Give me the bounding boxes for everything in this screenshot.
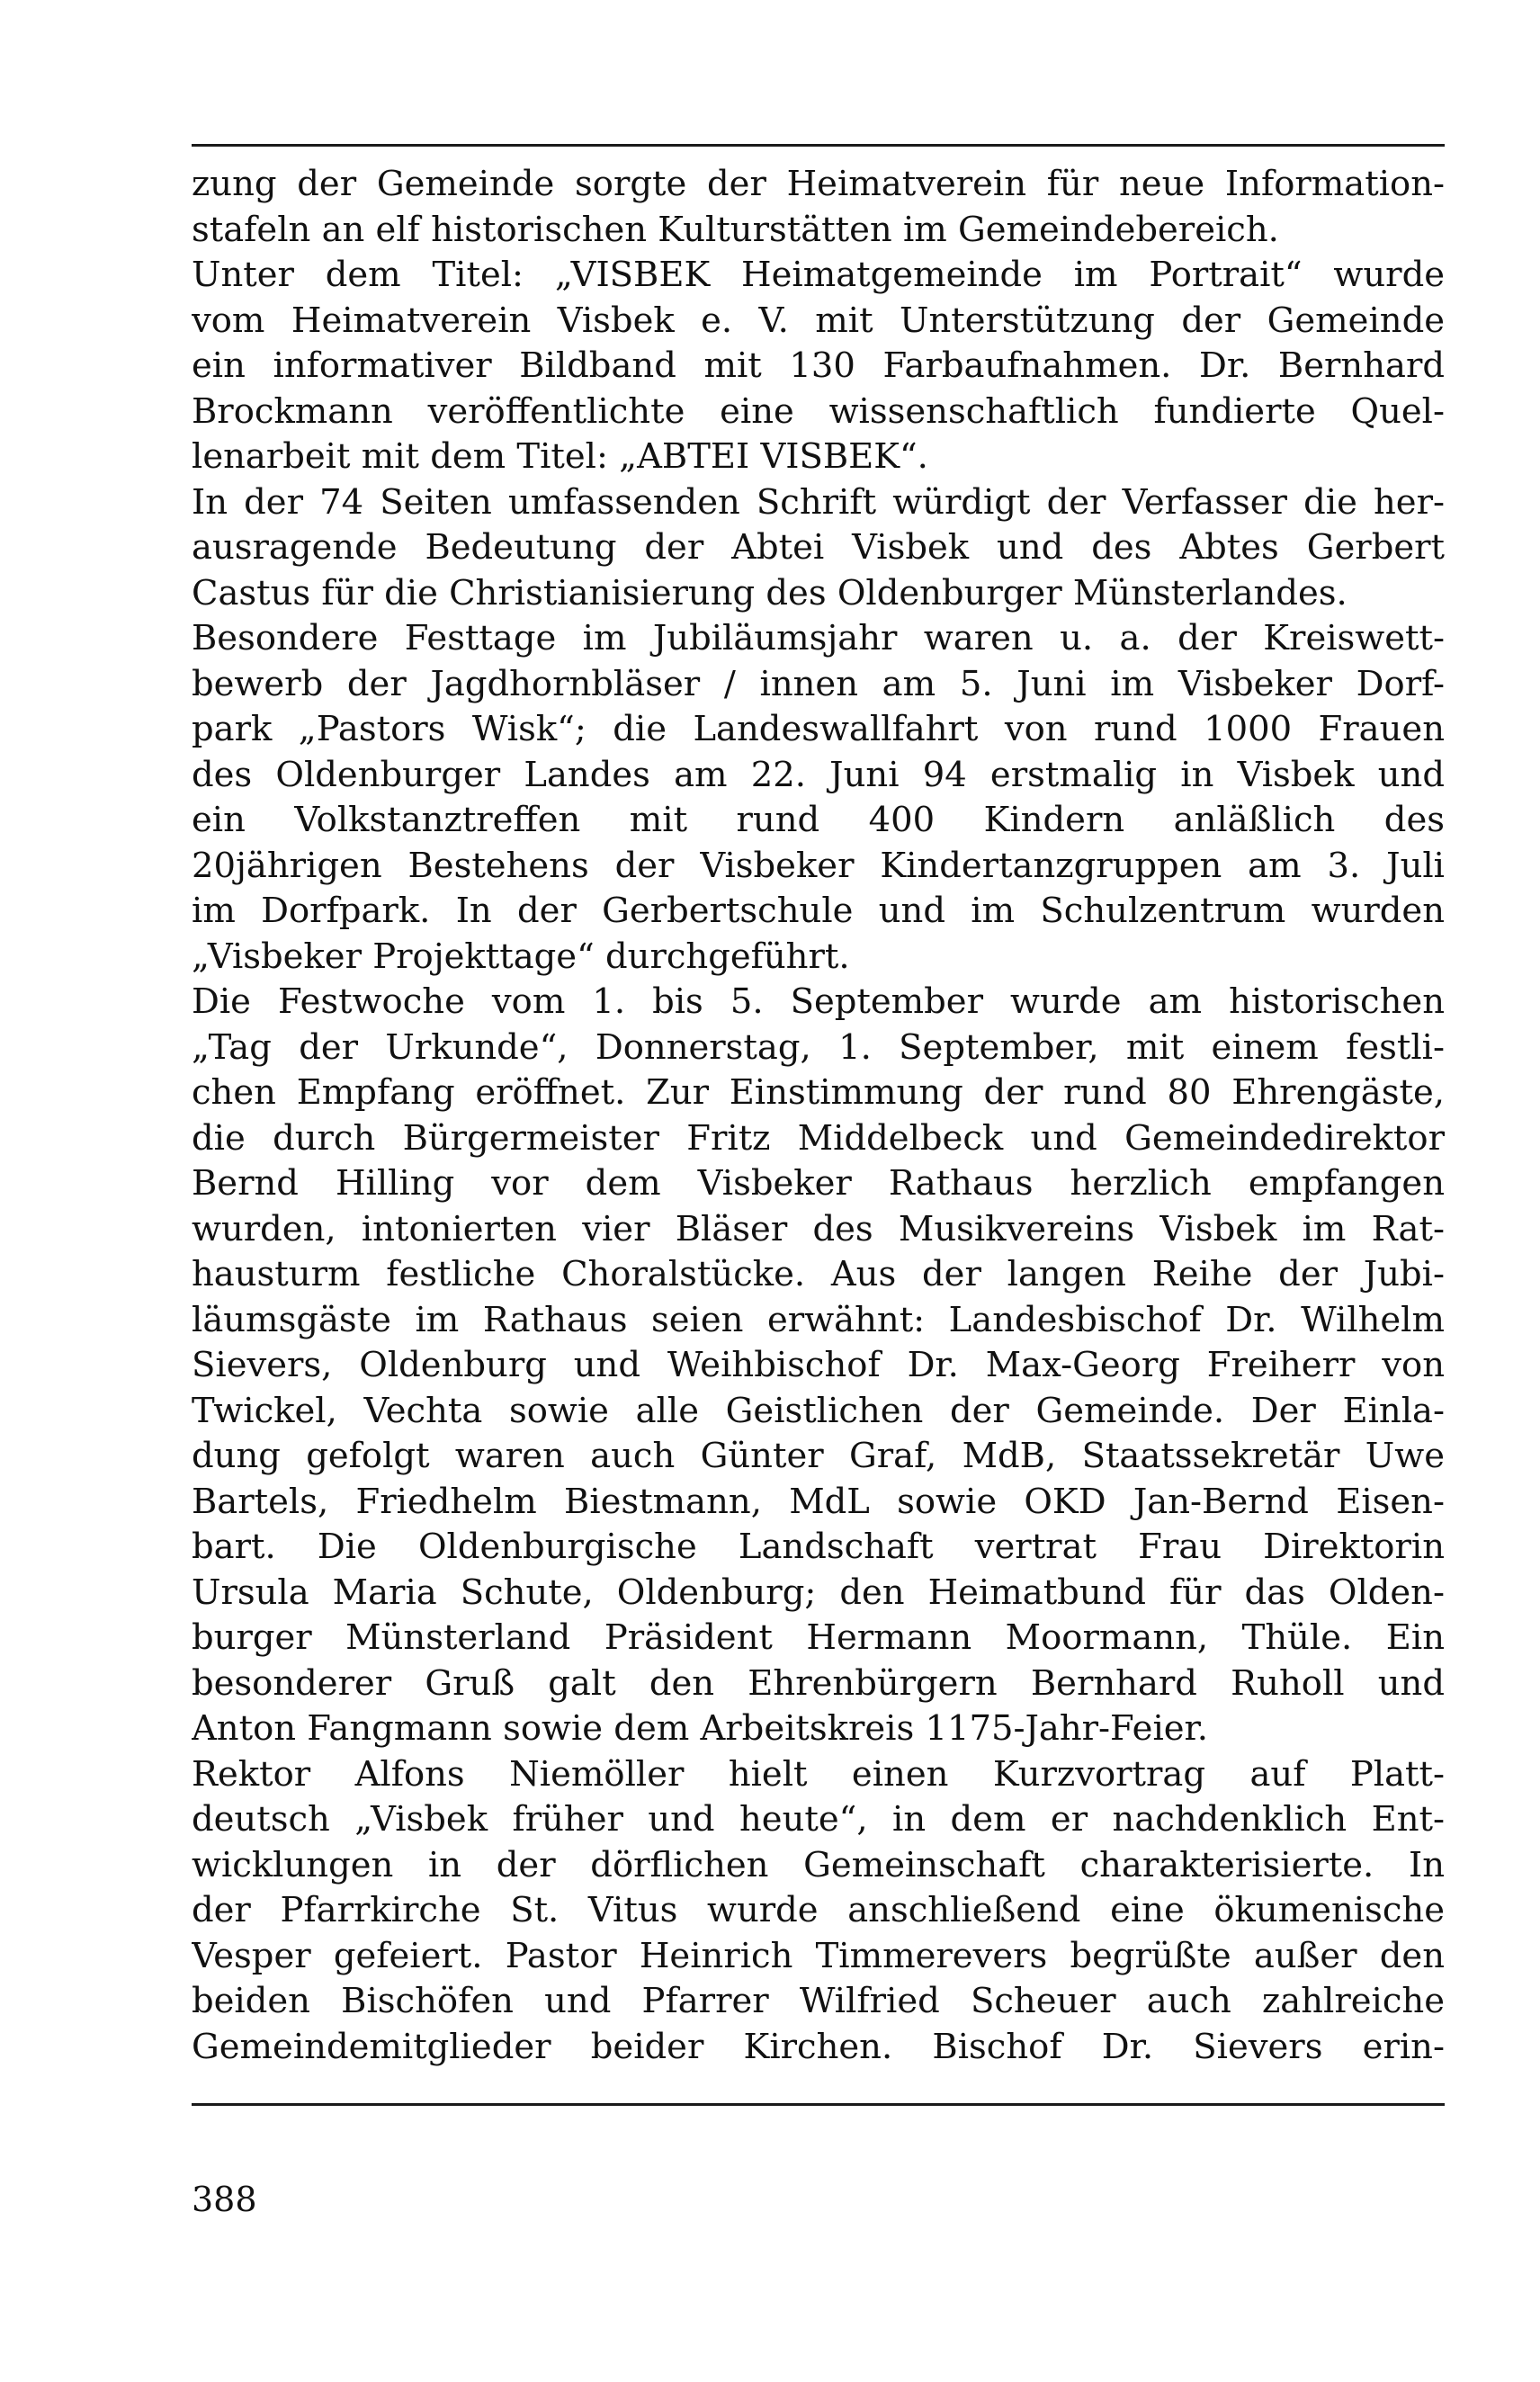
text-line: „Tag der Urkunde“, Donnerstag, 1. September, mit einem festli-	[192, 1026, 1445, 1068]
page-number: 388	[192, 2180, 257, 2219]
text-line: bart. Die Oldenburgische Landschaft vertrat Frau Direktorin	[192, 1527, 1445, 1567]
text-line: im Dorfpark. In der Gerbertschule und im Schulzentrum wurden	[192, 891, 1445, 931]
text-line: 20jährigen Bestehens der Visbeker Kindertanzgruppen am 3. Juli	[192, 845, 1445, 886]
body-text	[192, 162, 1445, 2070]
text-line: Bartels, Friedhelm Biestmann, MdL sowie OKD Jan-Bernd Eisen-	[192, 1481, 1445, 1522]
text-line: Rektor Alfons Niemöller hielt einen Kurzvortrag auf Platt-	[192, 1753, 1445, 1795]
text-line: wicklungen in der dörflichen Gemeinschaft charakterisierte. In	[192, 1844, 1445, 1885]
top-rule	[192, 144, 1445, 147]
text-line: lenarbeit mit dem Titel: „ABTEI VISBEK“.	[192, 436, 928, 477]
text-line: wurden, intonierten vier Bläser des Musikvereins Visbek im Rat-	[192, 1208, 1445, 1249]
text-line: In der 74 Seiten umfassenden Schrift würdigt der Verfasser die her-	[192, 481, 1445, 523]
text-line: ausragende Bedeutung der Abtei Visbek und des Abtes Gerbert	[192, 527, 1445, 568]
text-line: Brockmann veröffentlichte eine wissenschaftlich fundierte Quel-	[192, 390, 1445, 432]
text-line: läumsgäste im Rathaus seien erwähnt: Landesbischof Dr. Wilhelm	[192, 1299, 1445, 1340]
text-line: zung der Gemeinde sorgte der Heimatverein für neue Information-	[192, 164, 1445, 204]
text-line: Die Festwoche vom 1. bis 5. September wurde am historischen	[192, 981, 1445, 1022]
text-line: Vesper gefeiert. Pastor Heinrich Timmerevers begrüßte außer den	[192, 1935, 1445, 1976]
text-line: besonderer Gruß galt den Ehrenbürgern Bernhard Ruholl und	[192, 1662, 1445, 1704]
text-line: dung gefolgt waren auch Günter Graf, MdB, Staatssekretär Uwe	[192, 1436, 1445, 1476]
text-line: Twickel, Vechta sowie alle Geistlichen der Gemeinde. Der Einla-	[192, 1390, 1445, 1431]
text-line: Sievers, Oldenburg und Weihbischof Dr. Max-Georg Freiherr von	[192, 1345, 1445, 1385]
text-line: vom Heimatverein Visbek e. V. mit Unterstützung der Gemeinde	[192, 300, 1445, 341]
text-line: „Visbeker Projekttage“ durchgeführt.	[192, 936, 850, 977]
text-line: burger Münsterland Präsident Hermann Moormann, Thüle. Ein	[192, 1617, 1445, 1658]
text-line: stafeln an elf historischen Kulturstätten im Gemeindebereich.	[192, 209, 1279, 250]
text-line: bewerb der Jagdhornbläser / innen am 5. Juni im Visbeker Dorf-	[192, 663, 1445, 704]
text-line: Ursula Maria Schute, Oldenburg; den Heimatbund für das Olden-	[192, 1572, 1445, 1613]
text-line: die durch Bürgermeister Fritz Middelbeck und Gemeindedirektor	[192, 1117, 1445, 1159]
text-line: des Oldenburger Landes am 22. Juni 94 erstmalig in Visbek und	[192, 754, 1445, 795]
text-line: hausturm festliche Choralstücke. Aus der langen Reihe der Jubi-	[192, 1254, 1445, 1294]
text-line: der Pfarrkirche St. Vitus wurde anschließend eine ökumenische	[192, 1890, 1445, 1930]
text-line: chen Empfang eröffnet. Zur Einstimmung der rund 80 Ehrengäste,	[192, 1072, 1445, 1113]
text-line: ein Volkstanztreffen mit rund 400 Kindern anläßlich des	[192, 800, 1445, 840]
text-line: deutsch „Visbek früher und heute“, in dem er nachdenklich Ent-	[192, 1799, 1445, 1840]
bottom-rule	[192, 2103, 1445, 2106]
text-line: Gemeindemitglieder beider Kirchen. Bischof Dr. Sievers erin-	[192, 2026, 1445, 2067]
text-line: Castus für die Christianisierung des Oldenburger Münsterlandes.	[192, 572, 1348, 613]
text-line: Bernd Hilling vor dem Visbeker Rathaus herzlich empfangen	[192, 1163, 1445, 1204]
text-line: Unter dem Titel: „VISBEK Heimatgemeinde im Portrait“ wurde	[192, 255, 1445, 295]
text-line: Anton Fangmann sowie dem Arbeitskreis 1175-Jahr-Feier.	[192, 1708, 1208, 1749]
text-line: park „Pastors Wisk“; die Landeswallfahrt von rund 1000 Frauen	[192, 709, 1445, 749]
text-line: ein informativer Bildband mit 130 Farbaufnahmen. Dr. Bernhard	[192, 345, 1445, 386]
text-line: Besondere Festtage im Jubiläumsjahr waren u. a. der Kreiswett-	[192, 618, 1445, 658]
text-line: beiden Bischöfen und Pfarrer Wilfried Scheuer auch zahlreiche	[192, 1981, 1445, 2021]
